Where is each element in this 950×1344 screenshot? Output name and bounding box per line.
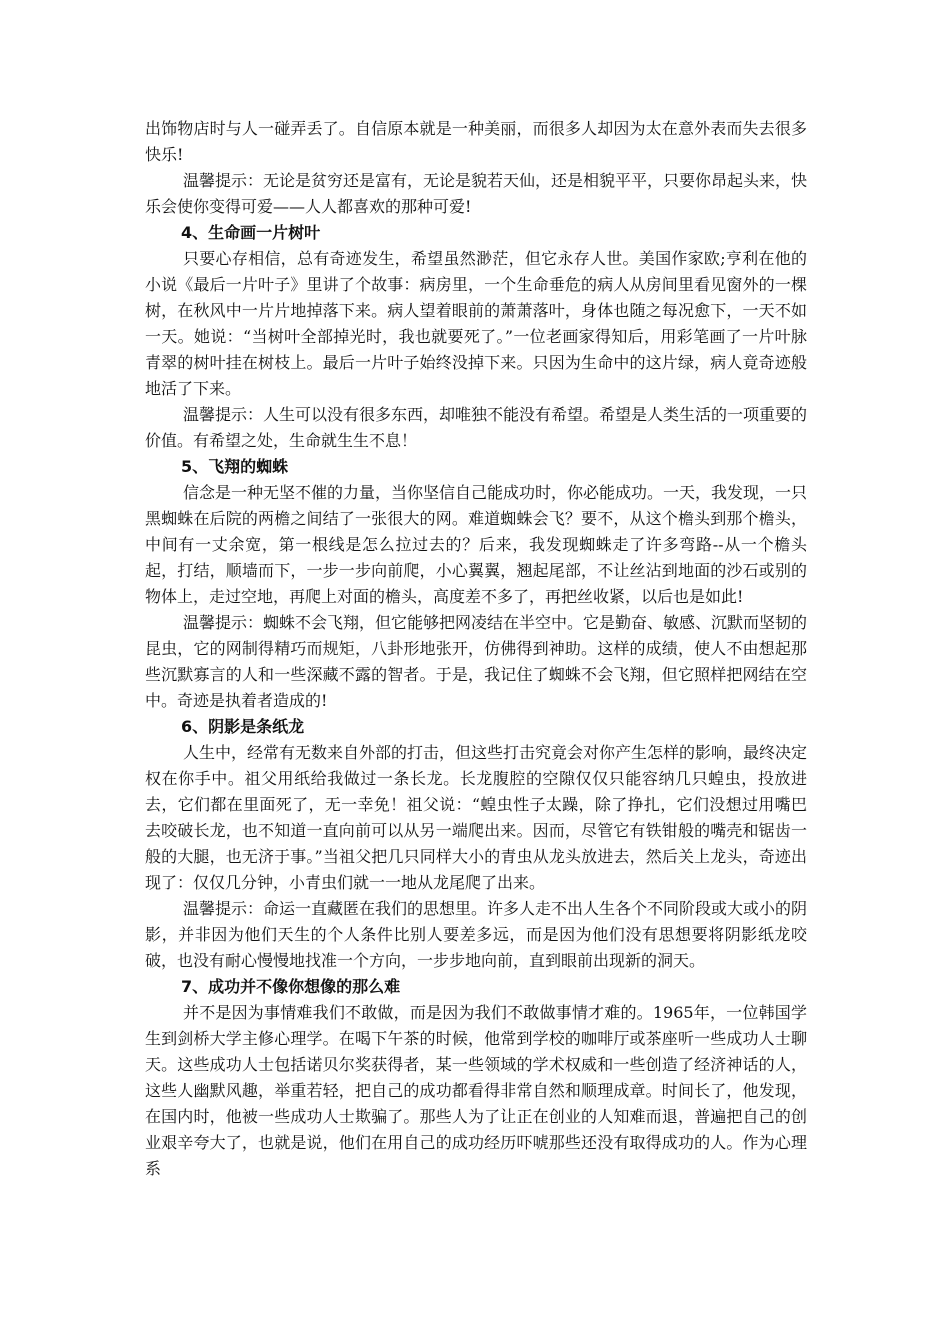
paragraph: 信念是一种无坚不催的力量，当你坚信自己能成功时，你必能成功。一天，我发现，一只黑蜘蛛在后院的两檐之间结了一张很大的网。难道蜘蛛会飞？要不，从这个檐头到那个檐头，中间有一丈余宽，第一根线是怎么拉过去的？后来，我发现蜘蛛走了许多弯路--从一个檐头起，打结，顺墙而下，一步一步向前爬，小心翼翼，翘起尾部，不让丝沾到地面的沙石或别的物体上，走过空地，再爬上对面的檐头，高度差不多了，再把丝收紧，以后也是如此! (145, 483, 808, 606)
paragraph: 人生中，经常有无数来自外部的打击，但这些打击究竟会对你产生怎样的影响，最终决定权在你手中。祖父用纸给我做过一条长龙。长龙腹腔的空隙仅仅只能容纳几只蝗虫，投放进去，它们都在里面死了，无一幸免！祖父说：“蝗虫性子太躁，除了挣扎，它们没想过用嘴巴去咬破长龙，也不知道一直向前可以从另一端爬出来。因而，尽管它有铁钳般的嘴壳和锯齿一般的大腿，也无济于事。”当祖父把几只同样大小的青虫从龙头放进去，然后关上龙头，奇迹出现了：仅仅几分钟，小青虫们就一一地从龙尾爬了出来。 (145, 743, 808, 892)
paragraph: 只要心存相信，总有奇迹发生，希望虽然渺茫，但它永存人世。美国作家欧;亨利在他的小说《最后一片叶子》里讲了个故事：病房里，一个生命垂危的病人从房间里看见窗外的一棵树，在秋风中一片片地掉落下来。病人望着眼前的萧萧落叶，身体也随之每况愈下，一天不如一天。她说：“当树叶全部掉光时，我也就要死了。”一位老画家得知后，用彩笔画了一片叶脉青翠的树叶挂在树枝上。最后一片叶子始终没掉下来。只因为生命中的这片绿，病人竟奇迹般地活了下来。 (145, 249, 807, 398)
section-heading: 6、阴影是条纸龙 (181, 717, 305, 736)
tip-paragraph: 温馨提示：命运一直藏匿在我们的思想里。许多人走不出人生各个不同阶段或大或小的阴影，并非因为他们天生的个人条件比别人要差多远，而是因为他们没有思想要将阴影纸龙咬破，也没有耐心慢慢地找准一个方向，一步步地向前，直到眼前出现新的洞天。 (145, 899, 808, 970)
paragraph: 并不是因为事情难我们不敢做，而是因为我们不敢做事情才难的。1965年，一位韩国学生到剑桥大学主修心理学。在喝下午茶的时候，他常到学校的咖啡厅或茶座听一些成功人士聊天。这些成功人士包括诺贝尔奖获得者，某一些领域的学术权威和一些创造了经济神话的人，这些人幽默风趣，举重若轻，把自己的成功都看得非常自然和顺理成章。时间长了，他发现，在国内时，他被一些成功人士欺骗了。那些人为了让正在创业的人知难而退，普遍把自己的创业艰辛夸大了，也就是说，他们在用自己的成功经历吓唬那些还没有取得成功的人。作为心理系 (145, 1003, 807, 1178)
document-page (145, 116, 807, 1182)
tip-paragraph: 温馨提示：蜘蛛不会飞翔，但它能够把网凌结在半空中。它是勤奋、敏感、沉默而坚韧的昆虫，它的网制得精巧而规矩，八卦形地张开，仿佛得到神助。这样的成绩，使人不由想起那些沉默寡言的人和一些深藏不露的智者。于是，我记住了蜘蛛不会飞翔，但它照样把网结在空中。奇迹是执着者造成的! (145, 613, 808, 710)
section-heading: 4、生命画一片树叶 (181, 223, 321, 242)
paragraph: 出饰物店时与人一碰弄丢了。自信原本就是一种美丽，而很多人却因为太在意外表而失去很多快乐! (145, 119, 807, 164)
tip-paragraph: 温馨提示：人生可以没有很多东西，却唯独不能没有希望。希望是人类生活的一项重要的价值。有希望之处，生命就生生不息！ (145, 405, 808, 450)
section-heading: 5、飞翔的蜘蛛 (181, 457, 289, 476)
tip-paragraph: 温馨提示：无论是贫穷还是富有，无论是貌若天仙，还是相貌平平，只要你昂起头来，快乐会使你变得可爱——人人都喜欢的那种可爱! (145, 171, 808, 216)
section-heading: 7、成功并不像你想像的那么难 (181, 977, 401, 996)
